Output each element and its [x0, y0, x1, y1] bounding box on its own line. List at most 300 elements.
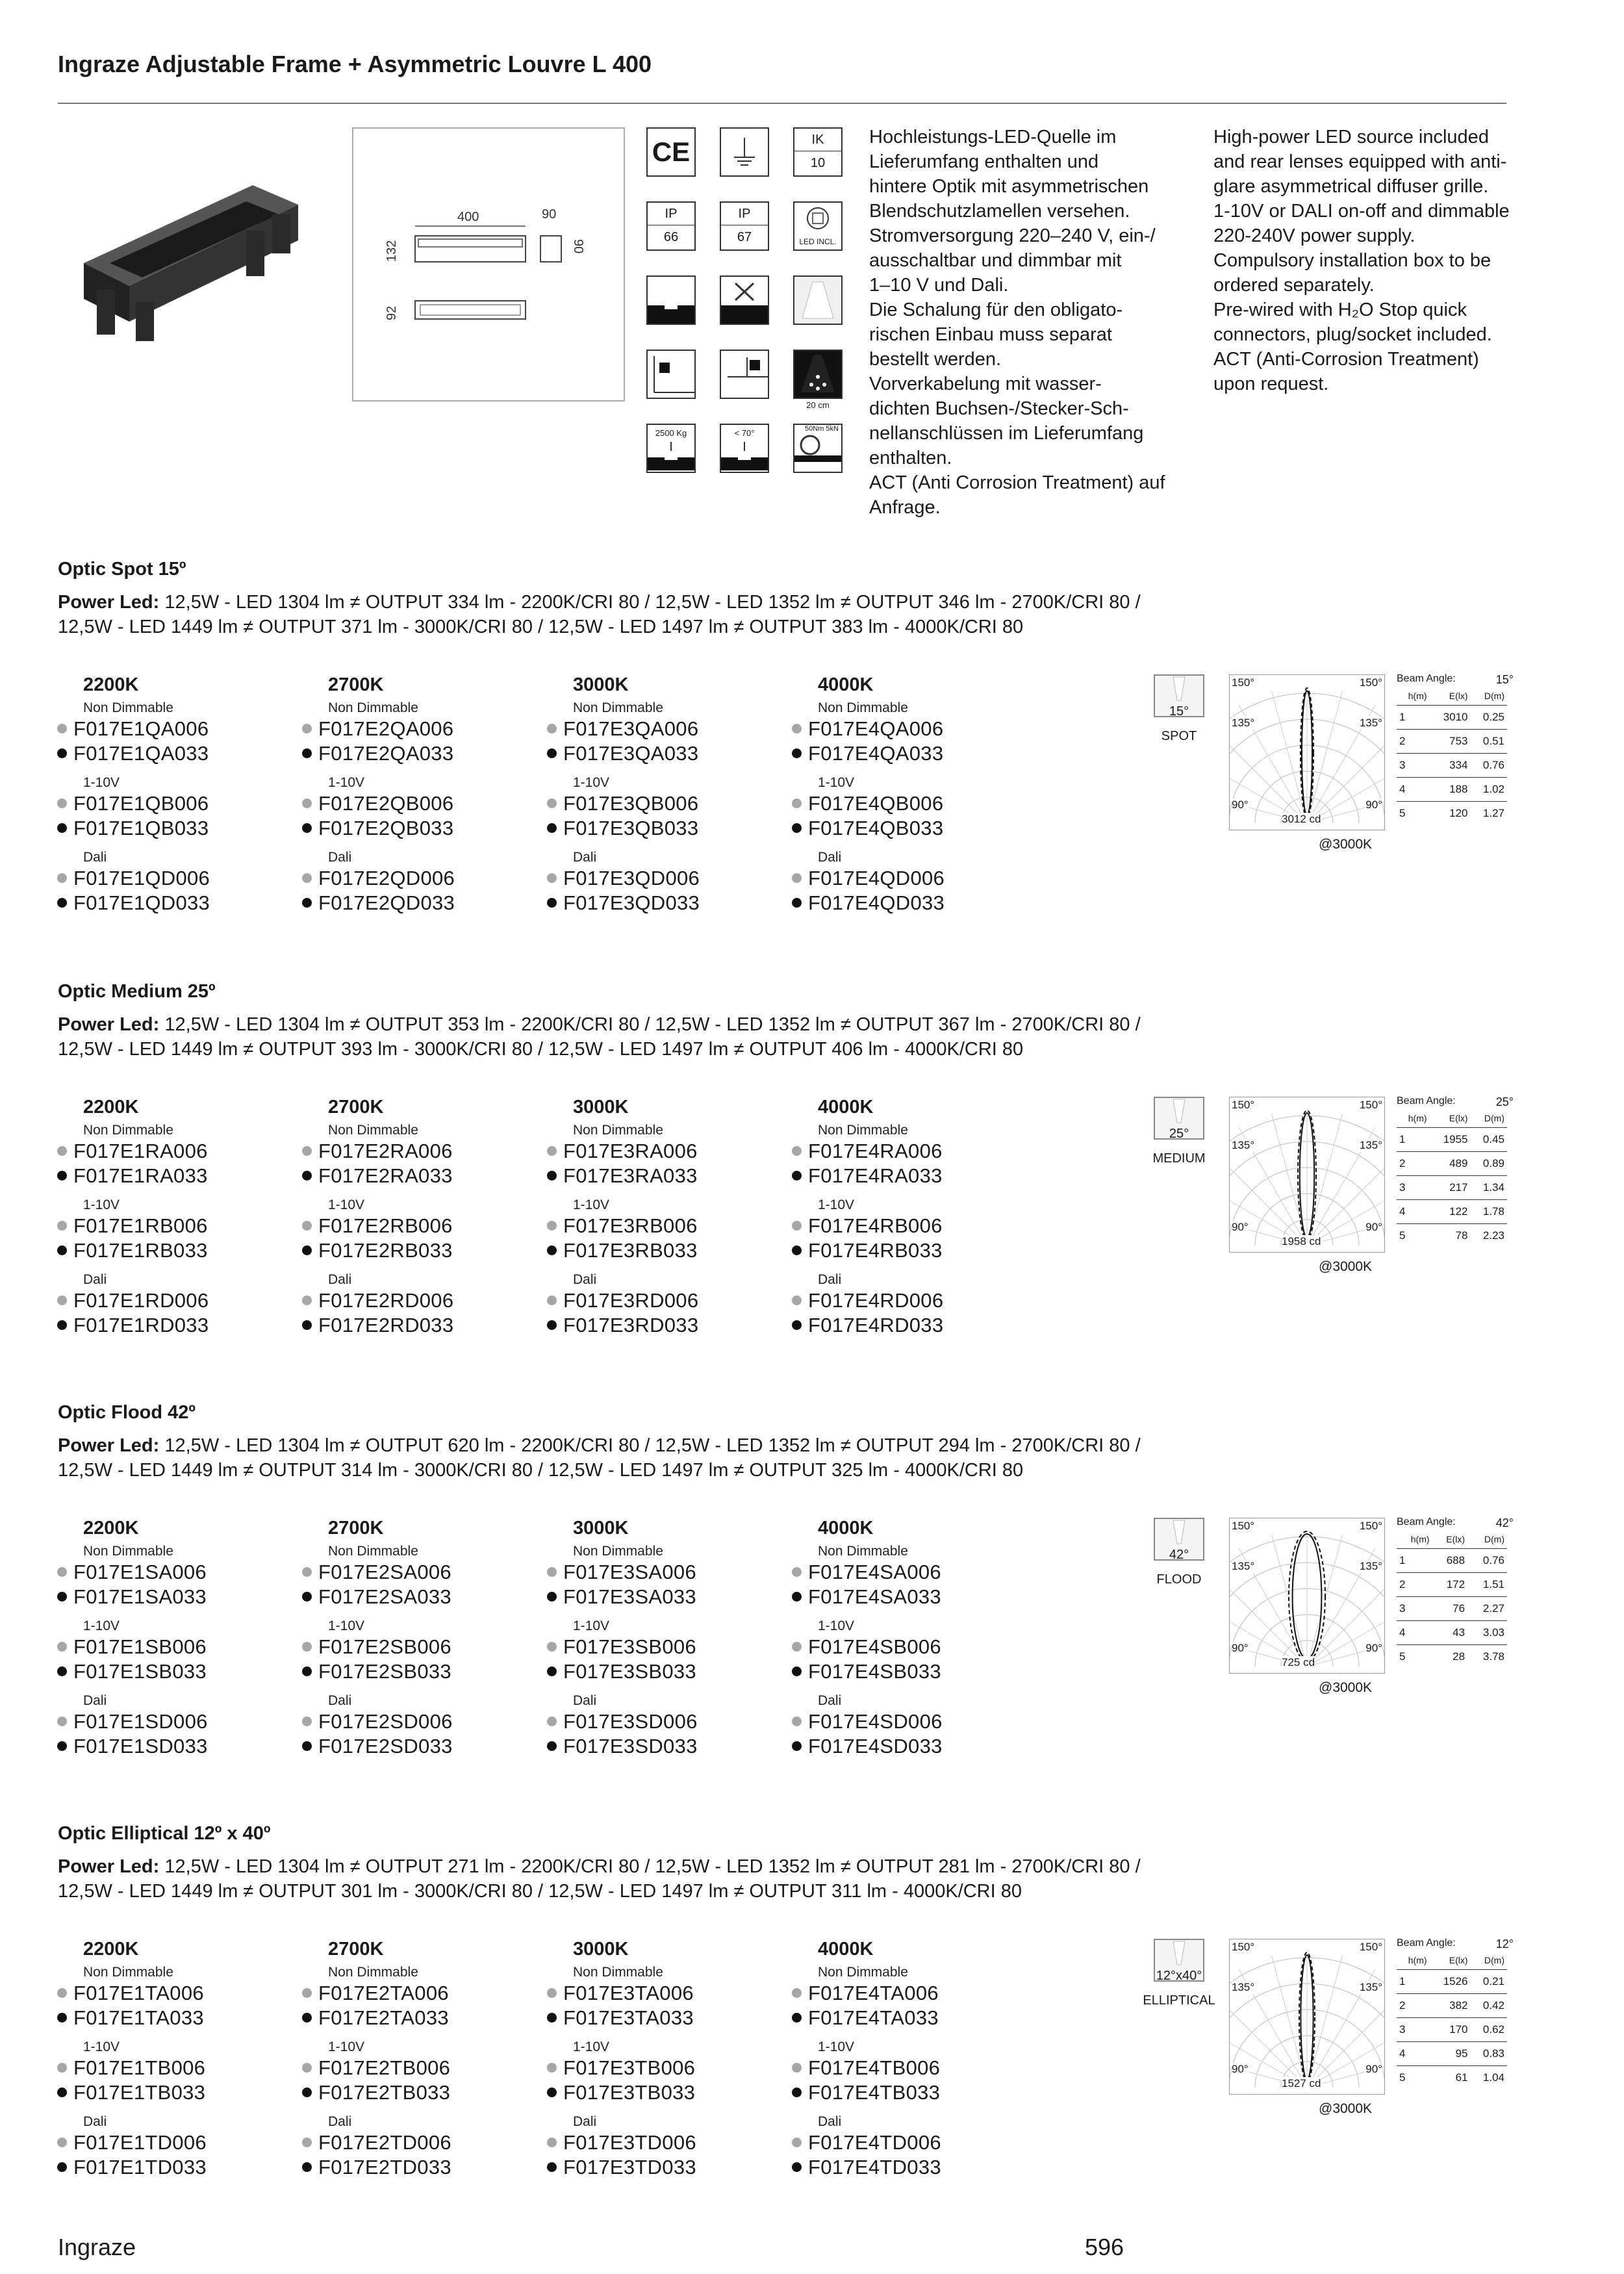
product-code: F017E1RB033 — [73, 1239, 208, 1262]
product-code: F017E1QA033 — [73, 742, 209, 765]
grey-finish-dot — [302, 798, 312, 808]
product-code: F017E1TA006 — [73, 1982, 204, 2004]
product-code: F017E2QB006 — [318, 792, 454, 815]
color-temperature-header: 2700K — [328, 1518, 384, 1539]
product-code-row — [57, 1140, 208, 1163]
grey-finish-dot — [302, 724, 312, 734]
product-code: F017E3RB006 — [563, 1214, 698, 1237]
table-cell: 3 — [1397, 1176, 1430, 1200]
dimming-group-label: 1-10V — [83, 1618, 120, 1633]
grey-finish-dot — [302, 1567, 312, 1577]
table-cell: 28 — [1453, 1650, 1465, 1663]
table-cell: 2 — [1397, 1994, 1430, 2018]
page-title: Ingraze Adjustable Frame + Asymmetric Louvre L 400 — [58, 51, 652, 77]
black-finish-dot — [547, 1171, 557, 1181]
product-code-row — [792, 2056, 940, 2080]
product-code: F017E4QB006 — [808, 792, 944, 815]
recessed-ground-icon — [646, 275, 696, 325]
black-finish-dot — [57, 748, 67, 758]
tilt-icon: < 70° — [720, 424, 769, 473]
black-finish-dot — [792, 898, 802, 908]
product-code-row — [57, 1289, 209, 1312]
description-line: and rear lenses equipped with anti- — [1213, 151, 1507, 172]
product-code-row — [57, 1660, 207, 1683]
dimming-group-label: Non Dimmable — [818, 1544, 908, 1559]
table-cell: 2 — [1397, 730, 1430, 754]
product-code: F017E3QB006 — [563, 792, 699, 815]
product-code: F017E3RD033 — [563, 1314, 699, 1336]
beam-angle-header — [1397, 673, 1514, 687]
grey-finish-dot — [302, 2138, 312, 2147]
product-code-row — [547, 2081, 695, 2104]
description-line: Stromversorgung 220–240 V, ein-/ — [869, 225, 1156, 246]
candela-label: 1527 cd — [1282, 2077, 1321, 2089]
product-code-row — [792, 1660, 941, 1683]
product-code-row — [302, 1140, 453, 1163]
product-code-row — [302, 1635, 451, 1659]
grey-finish-dot — [547, 1642, 557, 1652]
power-label: Power Led: — [58, 592, 160, 613]
product-code-row — [547, 1239, 698, 1262]
product-code-row — [57, 1735, 208, 1758]
table-cell: 382 — [1430, 1994, 1471, 2018]
table-cell: 1955 — [1430, 1128, 1471, 1152]
black-finish-dot — [302, 823, 312, 833]
polar-diagram — [1229, 1939, 1385, 2095]
grey-finish-dot — [792, 873, 802, 883]
grey-finish-dot — [57, 2063, 67, 2073]
table-cell: 2.23 — [1482, 1229, 1504, 1242]
product-code: F017E2SD033 — [318, 1735, 453, 1757]
description-line: High-power LED source included — [1213, 127, 1489, 147]
table-cell: 217 — [1430, 1176, 1471, 1200]
dimming-group-label: Non Dimmable — [328, 1544, 418, 1559]
table-cell: 95 — [1430, 2042, 1471, 2066]
polar-angle-label: 150° — [1232, 676, 1255, 689]
product-code: F017E3TA006 — [563, 1982, 694, 2004]
table-cell: 1.27 — [1482, 807, 1504, 819]
polar-angle-label: 90° — [1232, 1642, 1249, 1654]
black-finish-dot — [302, 1592, 312, 1602]
color-temperature-header: 2700K — [328, 1097, 384, 1118]
table-cell: 1.51 — [1467, 1573, 1507, 1597]
measurement-reference: @3000K — [1319, 1680, 1373, 1695]
product-code-row — [57, 1710, 208, 1733]
product-code-row — [547, 1140, 698, 1163]
product-code-row — [547, 792, 698, 815]
product-code-row — [302, 1239, 453, 1262]
polar-angle-label: 90° — [1232, 798, 1249, 811]
table-cell: 43 — [1432, 1621, 1468, 1645]
product-code: F017E4TD033 — [808, 2156, 941, 2178]
product-code-row — [57, 867, 210, 890]
black-finish-dot — [302, 1667, 312, 1676]
installation-icon — [720, 350, 769, 399]
power-line — [58, 1433, 1552, 1458]
section-title: Optic Elliptical 12º x 40º — [58, 1823, 271, 1844]
product-code: F017E2TD033 — [318, 2156, 451, 2178]
black-finish-dot — [792, 1171, 802, 1181]
product-code: F017E1TB006 — [73, 2056, 206, 2079]
power-line — [58, 590, 1552, 615]
table-cell: 0.45 — [1471, 1128, 1507, 1152]
grey-finish-dot — [547, 2063, 557, 2073]
description-line: Die Schalung für den obligato- — [869, 300, 1123, 320]
table-cell: 120 — [1449, 807, 1468, 819]
product-code: F017E4RB006 — [808, 1214, 943, 1237]
product-code: F017E2RD033 — [318, 1314, 454, 1336]
description-line: Lieferumfang enthalten und — [869, 151, 1099, 172]
grey-finish-dot — [547, 1146, 557, 1156]
product-code: F017E1SD006 — [73, 1710, 208, 1733]
power-led-info — [58, 1012, 1552, 1062]
product-code: F017E1SD033 — [73, 1735, 208, 1757]
table-cell: 5 — [1399, 807, 1406, 819]
grey-finish-dot — [792, 1146, 802, 1156]
product-code-row — [792, 1214, 943, 1238]
product-code: F017E1SB033 — [73, 1660, 207, 1683]
table-header-cell: E(lx) — [1430, 687, 1471, 706]
candela-label: 725 cd — [1282, 1656, 1315, 1668]
product-code-row — [57, 891, 210, 915]
beam-table — [1397, 1937, 1514, 2089]
polar-angle-label: 150° — [1232, 1520, 1255, 1532]
polar-angle-label: 135° — [1232, 1560, 1255, 1572]
product-code: F017E2TD006 — [318, 2131, 451, 2154]
product-code-row — [302, 1585, 451, 1609]
product-code-row — [792, 867, 945, 890]
product-code: F017E4SA006 — [808, 1561, 941, 1583]
product-code-row — [302, 1314, 453, 1337]
product-code: F017E3SD033 — [563, 1735, 698, 1757]
polar-diagram — [1229, 674, 1385, 830]
power-line — [58, 1012, 1552, 1037]
force-icon: 50Nm 5kN — [793, 424, 843, 473]
power-text-1: 12,5W - LED 1304 lm ≠ OUTPUT 353 lm - 2200K/CRI 80 / 12,5W - LED 1352 lm ≠ OUTPUT 367 lm - 2700K/CRI 80 / — [164, 1014, 1141, 1035]
optic-angle-label: 25° — [1169, 1127, 1189, 1141]
dimming-group-label: Non Dimmable — [573, 1123, 663, 1138]
grey-finish-dot — [57, 1988, 67, 1998]
optic-angle-label: 15° — [1169, 704, 1189, 719]
product-code-row — [57, 792, 209, 815]
product-code: F017E4SD033 — [808, 1735, 943, 1757]
product-code-row — [547, 1982, 694, 2005]
description-line: nellanschlüssen im Lieferumfang — [869, 423, 1144, 444]
product-code-row — [57, 817, 209, 840]
table-cell: 5 — [1399, 1650, 1406, 1663]
dimming-group-label: Non Dimmable — [83, 1123, 173, 1138]
product-code-row — [547, 891, 700, 915]
description-line: hintere Optik mit asymmetrischen — [869, 176, 1149, 197]
dimming-group-label: 1-10V — [818, 2039, 855, 2054]
product-code: F017E3TD006 — [563, 2131, 696, 2154]
product-code: F017E2SD006 — [318, 1710, 453, 1733]
product-code: F017E2SB033 — [318, 1660, 451, 1683]
light-beam-icon — [793, 275, 843, 325]
product-code: F017E1TA033 — [73, 2006, 204, 2029]
table-cell: 4 — [1397, 778, 1430, 802]
table-header-cell: h(m) — [1397, 1951, 1430, 1970]
product-code-row — [792, 1710, 943, 1733]
dimming-group-label: Non Dimmable — [328, 1965, 418, 1980]
product-code-row — [302, 717, 453, 741]
dimming-group-label: Dali — [573, 850, 597, 865]
product-code: F017E3QA006 — [563, 717, 699, 740]
product-code-row — [547, 2131, 696, 2154]
product-code-row — [792, 891, 945, 915]
optic-name-label: SPOT — [1161, 729, 1197, 743]
grey-finish-dot — [547, 798, 557, 808]
dimming-group-label: Non Dimmable — [573, 1965, 663, 1980]
description-line: dichten Buchsen-/Stecker-Sch- — [869, 398, 1129, 419]
product-code: F017E2QB033 — [318, 817, 454, 839]
grey-finish-dot — [792, 1221, 802, 1231]
description-line: Anfrage. — [869, 497, 941, 518]
beam-angle-value: 42° — [1495, 1516, 1514, 1529]
product-code: F017E1TD006 — [73, 2131, 207, 2154]
product-code-row — [302, 1982, 449, 2005]
product-code-row — [302, 867, 455, 890]
table-cell: 122 — [1430, 1200, 1471, 1224]
table-header-cell: D(m) — [1471, 687, 1507, 706]
product-code: F017E1QD033 — [73, 891, 210, 914]
product-code-row — [547, 717, 698, 741]
product-code-row — [792, 1635, 941, 1659]
table-cell: 1.78 — [1471, 1200, 1507, 1224]
product-code-row — [57, 1164, 208, 1188]
product-code: F017E4SB006 — [808, 1635, 941, 1658]
no-walk-icon — [720, 275, 769, 325]
product-code-row — [547, 2056, 695, 2080]
product-code: F017E4QA033 — [808, 742, 944, 765]
ik-rating-icon: IK 10 — [793, 127, 843, 177]
table-cell: 61 — [1455, 2071, 1468, 2084]
load-icon: 2500 Kg — [646, 424, 696, 473]
table-cell: 4 — [1397, 1200, 1430, 1224]
dimming-group-label: Non Dimmable — [83, 1544, 173, 1559]
table-cell: 3.03 — [1467, 1621, 1507, 1645]
dimming-group-label: 1-10V — [83, 2039, 120, 2054]
black-finish-dot — [792, 1246, 802, 1255]
black-finish-dot — [57, 1246, 67, 1255]
measurement-reference: @3000K — [1319, 837, 1373, 852]
table-cell: 0.21 — [1471, 1970, 1507, 1994]
table-cell: 1 — [1397, 1549, 1432, 1573]
color-temperature-header: 4000K — [818, 1097, 874, 1118]
product-code-row — [57, 2006, 204, 2030]
table-cell: 0.25 — [1471, 706, 1507, 730]
product-code: F017E3TD033 — [563, 2156, 696, 2178]
product-code: F017E2SB006 — [318, 1635, 451, 1658]
black-finish-dot — [302, 748, 312, 758]
description-line: upon request. — [1213, 374, 1329, 394]
table-header-cell: h(m) — [1397, 687, 1430, 706]
black-finish-dot — [57, 823, 67, 833]
product-code-row — [547, 1735, 698, 1758]
optic-beam-icon — [1154, 1518, 1204, 1561]
product-code: F017E2TA006 — [318, 1982, 449, 2004]
table-cell: 1 — [1397, 706, 1430, 730]
dimming-group-label: Dali — [573, 2114, 597, 2129]
product-code: F017E1SA033 — [73, 1585, 207, 1608]
color-temperature-header: 2200K — [83, 674, 139, 695]
polar-angle-label: 90° — [1232, 1221, 1249, 1233]
grey-finish-dot — [57, 1717, 67, 1726]
grey-finish-dot — [547, 1567, 557, 1577]
section-title: Optic Flood 42º — [58, 1402, 196, 1423]
black-finish-dot — [57, 2162, 67, 2172]
product-code: F017E2TA033 — [318, 2006, 449, 2029]
description-line: connectors, plug/socket included. — [1213, 324, 1492, 345]
description-line: ACT (Anti Corrosion Treatment) auf — [869, 472, 1165, 493]
polar-angle-label: 135° — [1359, 1981, 1382, 1993]
grey-finish-dot — [547, 873, 557, 883]
dimming-group-label: 1-10V — [573, 2039, 610, 2054]
description-line: glare asymmetrical diffuser grille. — [1213, 176, 1489, 197]
power-text-1: 12,5W - LED 1304 lm ≠ OUTPUT 334 lm - 2200K/CRI 80 / 12,5W - LED 1352 lm ≠ OUTPUT 346 lm - 2700K/CRI 80 / — [164, 592, 1141, 613]
color-temperature-header: 4000K — [818, 1939, 874, 1960]
grey-finish-dot — [547, 1296, 557, 1305]
black-finish-dot — [57, 2088, 67, 2097]
table-cell: 1.02 — [1471, 778, 1507, 802]
black-finish-dot — [547, 1667, 557, 1676]
table-cell: 2.27 — [1467, 1597, 1507, 1621]
black-finish-dot — [57, 2013, 67, 2023]
product-code: F017E2RA006 — [318, 1140, 453, 1162]
grey-finish-dot — [57, 873, 67, 883]
product-code: F017E4TA033 — [808, 2006, 939, 2029]
product-code: F017E3SB033 — [563, 1660, 696, 1683]
table-header-cell: E(lx) — [1430, 1951, 1471, 1970]
product-code: F017E1QD006 — [73, 867, 210, 889]
dimming-group-label: Non Dimmable — [573, 1544, 663, 1559]
black-finish-dot — [792, 1592, 802, 1602]
dimming-group-label: 1-10V — [328, 2039, 365, 2054]
dimming-group-label: 1-10V — [573, 1618, 610, 1633]
polar-angle-label: 90° — [1232, 2063, 1249, 2075]
optic-name-label: MEDIUM — [1152, 1151, 1206, 1166]
table-cell: 188 — [1430, 778, 1471, 802]
beam-angle-value: 15° — [1495, 673, 1514, 686]
black-finish-dot — [547, 898, 557, 908]
black-finish-dot — [57, 1667, 67, 1676]
candela-label: 1958 cd — [1282, 1235, 1321, 1247]
beam-data-table — [1397, 1109, 1507, 1247]
product-code: F017E1RA006 — [73, 1140, 208, 1162]
product-code: F017E2RD006 — [318, 1289, 454, 1312]
product-code-row — [547, 1314, 698, 1337]
beam-angle-value: 12° — [1495, 1937, 1514, 1950]
product-code-row — [792, 1164, 943, 1188]
product-code: F017E2QD006 — [318, 867, 455, 889]
black-finish-dot — [547, 823, 557, 833]
table-header-cell: E(lx) — [1432, 1530, 1468, 1549]
dimming-group-label: 1-10V — [328, 1618, 365, 1633]
table-cell: 5 — [1399, 2071, 1406, 2084]
dimming-group-label: Non Dimmable — [83, 700, 173, 715]
description-line: Hochleistungs-LED-Quelle im — [869, 127, 1117, 147]
color-temperature-header: 3000K — [573, 1097, 629, 1118]
product-code: F017E4SB033 — [808, 1660, 941, 1683]
table-cell: 3010 — [1430, 706, 1471, 730]
black-finish-dot — [302, 898, 312, 908]
product-code: F017E1SB006 — [73, 1635, 207, 1658]
product-code: F017E2TB033 — [318, 2081, 451, 2104]
product-code: F017E1RD006 — [73, 1289, 209, 1312]
black-finish-dot — [302, 1246, 312, 1255]
product-code: F017E3RD006 — [563, 1289, 699, 1312]
table-cell: 1 — [1397, 1970, 1430, 1994]
dimming-group-label: Dali — [83, 2114, 107, 2129]
polar-angle-label: 150° — [1359, 1099, 1382, 1111]
beam-data-table — [1397, 1951, 1507, 2089]
color-temperature-header: 2200K — [83, 1939, 139, 1960]
optic-beam-icon — [1154, 674, 1204, 717]
product-code: F017E2SA006 — [318, 1561, 451, 1583]
beam-table — [1397, 1095, 1514, 1247]
polar-angle-label: 150° — [1232, 1099, 1255, 1111]
beam-angle-label: Beam Angle: — [1397, 1095, 1456, 1106]
grey-finish-dot — [792, 2063, 802, 2073]
product-code: F017E3TA033 — [563, 2006, 694, 2029]
product-code-row — [792, 1982, 939, 2005]
dimming-group-label: Dali — [818, 1693, 842, 1708]
beam-data-table — [1397, 687, 1507, 825]
product-code-row — [547, 1289, 698, 1312]
product-code-row — [302, 792, 453, 815]
product-code-row — [57, 2156, 207, 2179]
dimming-group-label: Non Dimmable — [818, 1123, 908, 1138]
dimming-group-label: 1-10V — [83, 1197, 120, 1212]
product-code: F017E2QA033 — [318, 742, 454, 765]
product-code-row — [792, 1289, 943, 1312]
dimming-group-label: Dali — [83, 1272, 107, 1287]
color-temperature-header: 4000K — [818, 674, 874, 695]
product-code: F017E4RA033 — [808, 1164, 943, 1187]
dimming-group-label: Dali — [818, 1272, 842, 1287]
product-code: F017E2TB006 — [318, 2056, 451, 2079]
product-code-row — [792, 2131, 941, 2154]
grey-finish-dot — [547, 724, 557, 734]
description-line: rischen Einbau muss separat — [869, 324, 1112, 345]
product-code: F017E4TA006 — [808, 1982, 939, 2004]
dimming-group-label: 1-10V — [573, 1197, 610, 1212]
product-code: F017E3QA033 — [563, 742, 699, 765]
beam-table — [1397, 1516, 1514, 1668]
dim-90-side: 90 — [571, 239, 585, 254]
grey-finish-dot — [57, 724, 67, 734]
description-line: ACT (Anti-Corrosion Treatment) — [1213, 349, 1479, 370]
product-code: F017E3TB033 — [563, 2081, 696, 2104]
table-cell: 0.76 — [1467, 1549, 1507, 1573]
polar-angle-label: 90° — [1365, 2063, 1382, 2075]
dim-90-top: 90 — [542, 207, 557, 222]
dim-92: 92 — [385, 305, 399, 320]
product-code: F017E3SD006 — [563, 1710, 698, 1733]
black-finish-dot — [302, 2013, 312, 2023]
color-temperature-header: 3000K — [573, 674, 629, 695]
grey-finish-dot — [792, 724, 802, 734]
table-cell: 2 — [1397, 1573, 1432, 1597]
polar-angle-label: 150° — [1359, 1941, 1382, 1953]
product-code-row — [547, 1660, 696, 1683]
product-code: F017E2RB033 — [318, 1239, 453, 1262]
product-code: F017E3QD006 — [563, 867, 700, 889]
grey-finish-dot — [547, 1717, 557, 1726]
description-line: 1-10V or DALI on-off and dimmable — [1213, 201, 1510, 222]
dimming-group-label: 1-10V — [328, 775, 365, 790]
beam-angle-value: 25° — [1495, 1095, 1514, 1108]
